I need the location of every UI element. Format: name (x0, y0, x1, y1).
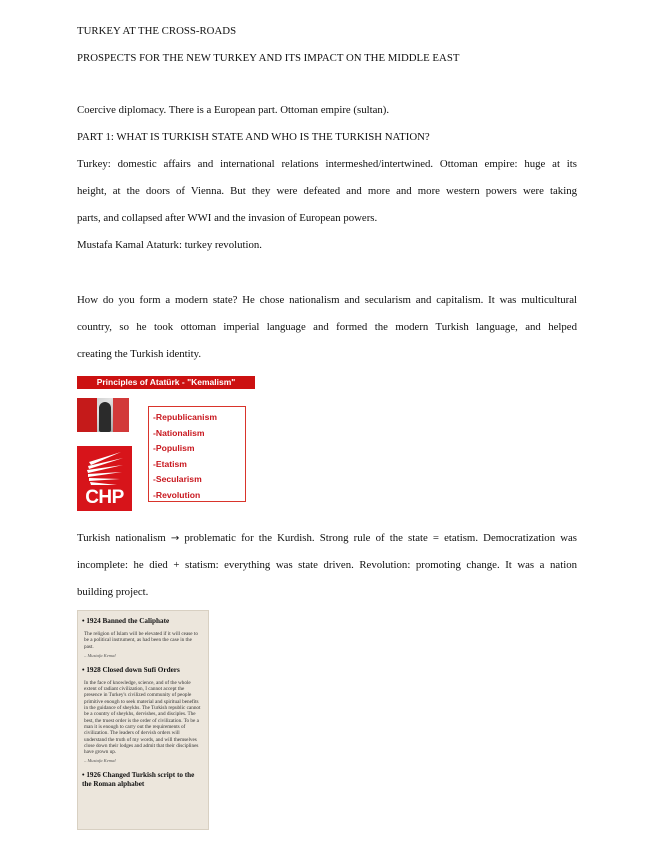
para3-line-3: building project. (77, 586, 149, 598)
part1-line-1: Turkey: domestic affairs and international relations intermeshed/intertwined. Ottoman empire: huge at its (77, 158, 577, 170)
reform-quote-2: In the face of knowledge, science, and of the whole extent of radiant civilization, I cannot accept the presence in Turkey's civilized community of people primitive enough to seek material and spiritual benefits in the guidance of sheykhs. The Turkish republic cannot be a country of sheykhs, dervishes, and disciples. The best, the truest order is the order of civilization. To be a man it is enough to carry out the requirements of civilization. The leaders of dervish orders will understand the truth of my words, and will themselves close down their lodges and admit that their disciplines have grown up. (84, 679, 201, 756)
chp-logo (77, 446, 132, 511)
principle-item: -Revolution (153, 489, 201, 500)
intro-line: Coercive diplomacy. There is a European part. Ottoman empire (sultan). (77, 104, 390, 116)
principle-item: -Secularism (153, 474, 202, 484)
reform-heading-script: • 1926 Changed Turkish script to the the Roman alphabet (82, 771, 195, 789)
para2-line-2: country, so he took ottoman imperial language and formed the modern Turkish language, and helped (77, 321, 577, 333)
principle-item: -Populism (153, 443, 195, 453)
right-arrow-icon: → (170, 533, 180, 544)
para2-line-3: creating the Turkish identity. (77, 348, 202, 360)
part1-line-4: Mustafa Kamal Ataturk: turkey revolution. (77, 239, 263, 251)
part1-line-2: height, at the doors of Vienna. But they were defeated and more and more western powers were taking (77, 185, 577, 197)
reforms-figure (77, 610, 209, 830)
doc-subtitle: PROSPECTS FOR THE NEW TURKEY AND ITS IMPACT ON THE MIDDLE EAST (77, 52, 460, 64)
reform-signature-2: – Mustafa Kemal (84, 758, 116, 764)
ataturk-photo (77, 398, 129, 432)
principles-box (148, 406, 246, 502)
kemalism-banner: Principles of Atatürk - "Kemalism" (77, 376, 255, 389)
chp-logo-text: CHP (85, 487, 124, 508)
para2-line-1: How do you form a modern state? He chose nationalism and secularism and capitalism. It was multicultural (77, 294, 577, 306)
doc-title: TURKEY AT THE CROSS-ROADS (77, 25, 237, 37)
reform-signature-1: – Mustafa Kemal (84, 652, 116, 658)
principle-item: -Nationalism (153, 427, 205, 438)
principle-item: -Etatism (153, 458, 187, 469)
part1-heading: PART 1: WHAT IS TURKISH STATE AND WHO IS THE TURKISH NATION? (77, 131, 430, 143)
para3-line-1 (77, 532, 577, 545)
para3-part-a: Turkish nationalism (77, 532, 166, 544)
para3-part-b: problematic for the Kurdish. Strong rule of the state = etatism. Democratization was (184, 532, 578, 544)
reform-quote-1: The religion of Islam will be elevated if it will cease to be a political instrument, as had been the case in the past. (84, 631, 198, 650)
para3-line-2: incomplete: he died + statism: everything was state driven. Revolution: promoting change. It was a nation (77, 559, 577, 571)
part1-line-3: parts, and collapsed after WWI and the invasion of European powers. (77, 212, 378, 224)
principle-item: -Republicanism (153, 412, 217, 422)
reform-heading-sufi: • 1928 Closed down Sufi Orders (82, 665, 180, 674)
reform-heading-caliphate: • 1924 Banned the Caliphate (82, 617, 170, 625)
